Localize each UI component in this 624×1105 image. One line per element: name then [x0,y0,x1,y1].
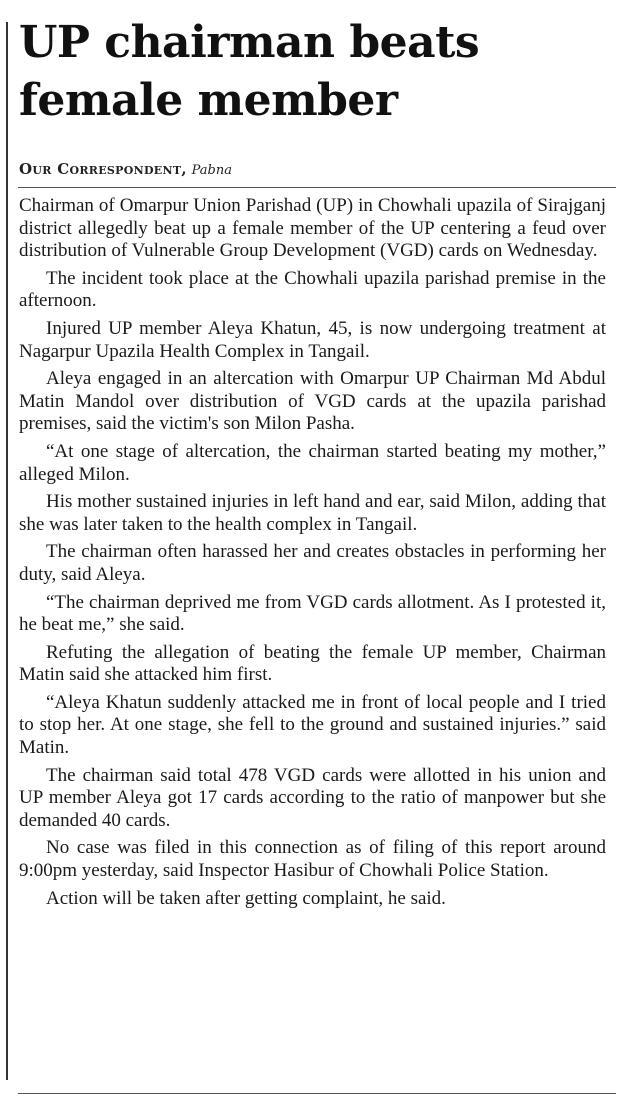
article-body [19,195,606,915]
paragraph: Aleya engaged in an altercation with Omarpur UP Chairman Md Abdul Matin Mandol over distribution of VGD cards at the upazila parishad premises, said the victim's son Milon Pasha. [19,368,606,435]
paragraph: The chairman said total 478 VGD cards were allotted in his union and UP member Aleya got 17 cards according to the ratio of manpower but she demanded 40 cards. [19,764,606,831]
paragraph: His mother sustained injuries in left hand and ear, said Milon, adding that she was later taken to the health complex in Tangail. [19,491,606,535]
paragraph: Injured UP member Aleya Khatun, 45, is now undergoing treatment at Nagarpur Upazila Health Complex in Tangail. [19,317,606,362]
byline-place: Pabna [191,163,232,178]
paragraph: Refuting the allegation of beating the female UP member, Chairman Matin said she attacked him first. [19,641,606,686]
bottom-divider [18,1093,616,1094]
byline-divider [18,187,616,188]
paragraph: Action will be taken after getting complaint, he said. [46,887,446,909]
byline [19,159,232,181]
paragraph: The incident took place at the Chowhali upazila parishad premise in the afternoon. [19,267,606,312]
paragraph: “Aleya Khatun suddenly attacked me in front of local people and I tried to stop her. At one stage, she fell to the ground and sustained injuries.” said Matin. [19,691,606,759]
paragraph: The chairman often harassed her and creates obstacles in performing her duty, said Aleya. [19,541,606,585]
paragraph: Chairman of Omarpur Union Parishad (UP) in Chowhali upazila of Sirajganj district allegedly beat up a female member of the UP centering a feud over distribution of Vulnerable Group Development (VGD) cards on Wednesday. [19,195,606,262]
paragraph: No case was filed in this connection as of filing of this report around 9:00pm yesterday, said Inspector Hasibur of Chowhali Police Station. [19,837,606,882]
paragraph: “At one stage of altercation, the chairman started beating my mother,” alleged Milon. [19,440,606,485]
column-left-rule [6,22,8,1080]
headline: UP chairman beats female member [19,17,480,126]
paragraph: “The chairman deprived me from VGD cards allotment. As I protested it, he beat me,” she said. [19,591,606,636]
byline-name: Our Correspondent, [19,160,187,178]
